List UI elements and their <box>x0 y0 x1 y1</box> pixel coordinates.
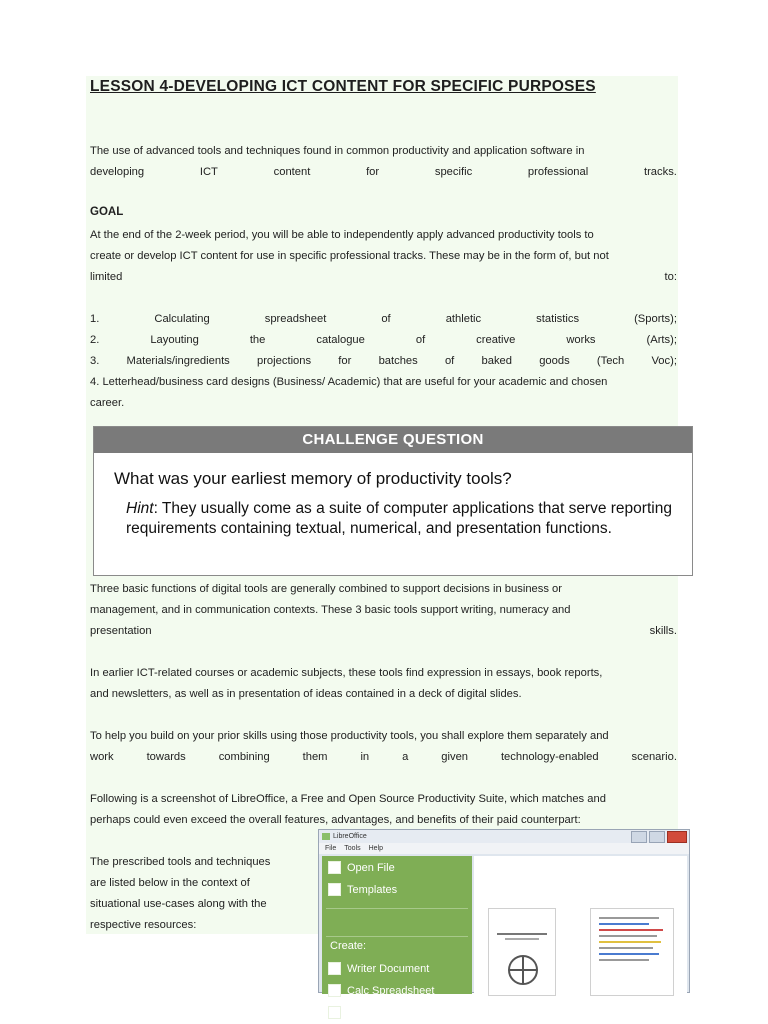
word: them <box>302 751 328 763</box>
lo-sidebar <box>322 856 472 1019</box>
purpose-list <box>90 309 677 414</box>
word: towards <box>146 751 186 763</box>
para5-line-3: situational use-cases along with the <box>90 898 267 910</box>
word: spreadsheet <box>264 313 327 325</box>
thumb-line <box>599 923 649 925</box>
word: to: <box>664 271 677 283</box>
list-item-3 <box>90 351 677 372</box>
word: 2. <box>90 334 100 346</box>
word: (Arts); <box>646 334 677 346</box>
para5-line-4: respective resources: <box>90 919 197 931</box>
wheel-icon <box>508 955 538 985</box>
word: of <box>381 313 391 325</box>
word: Calculating <box>154 313 210 325</box>
thumb-line <box>599 947 653 949</box>
goal-paragraph <box>90 225 677 288</box>
lo-window-controls <box>631 831 687 843</box>
word: scenario. <box>631 751 677 763</box>
calc-label: Calc Spreadsheet <box>347 984 435 997</box>
word: the <box>249 334 266 346</box>
thumb-line <box>599 935 657 937</box>
word: 1. <box>90 313 100 325</box>
word: goods <box>539 355 570 367</box>
word: skills. <box>649 625 677 637</box>
functions-paragraph <box>90 579 677 642</box>
open-file-button[interactable] <box>328 861 395 874</box>
template-icon <box>328 883 341 896</box>
word: for <box>366 166 380 178</box>
libreoffice-screenshot <box>318 829 690 1019</box>
challenge-hint <box>126 499 686 539</box>
word: technology-enabled <box>500 751 599 763</box>
list-item-2 <box>90 330 677 351</box>
menu-tools[interactable]: Tools <box>344 845 361 852</box>
menu-help[interactable]: Help <box>368 845 384 852</box>
thumb-title-line <box>497 933 547 935</box>
para2-line-2: and newsletters, as well as in presentation of ideas contained in a deck of digital slides. <box>90 688 522 700</box>
menu-file[interactable]: File <box>325 845 337 852</box>
goal-line-3 <box>90 267 677 288</box>
lo-window-title: LibreOffice <box>333 833 367 840</box>
thumb-subtitle-line <box>505 938 539 940</box>
word: given <box>441 751 469 763</box>
word: Voc); <box>651 355 677 367</box>
word: projections <box>256 355 312 367</box>
intro-line-2 <box>90 162 677 183</box>
para3-line-2 <box>90 747 677 768</box>
build-skills-paragraph <box>90 726 677 768</box>
para1-line-2: management, and in communication contexts. These 3 basic tools support writing, numeracy and <box>90 604 571 616</box>
word: work <box>90 751 114 763</box>
word: tracks. <box>643 166 677 178</box>
impress-label: Impress Presentation <box>347 1006 451 1019</box>
word: presentation <box>90 625 152 637</box>
templates-button[interactable] <box>328 883 397 896</box>
goal-line-2: create or develop ICT content for use in specific professional tracks. These may be in the form of, but not <box>90 250 609 262</box>
goal-heading: GOAL <box>90 206 124 218</box>
open-file-label: Open File <box>347 861 395 874</box>
word: (Sports); <box>634 313 677 325</box>
word: statistics <box>536 313 580 325</box>
prescribed-tools-paragraph <box>90 852 302 936</box>
calc-icon <box>328 984 341 997</box>
close-icon[interactable] <box>667 831 687 843</box>
hint-text: : They usually come as a suite of computer applications that serve reporting requirements containing textual, numerical, and presentation functions. <box>126 500 672 537</box>
word: ICT <box>199 166 218 178</box>
word: developing <box>90 166 145 178</box>
word: Layouting <box>150 334 199 346</box>
word: in <box>360 751 370 763</box>
word: combining <box>218 751 270 763</box>
intro-paragraph <box>90 141 677 183</box>
para3-line-1: To help you build on your prior skills using those productivity tools, you shall explore them separately and <box>90 730 609 742</box>
challenge-box <box>93 426 693 576</box>
earlier-courses-paragraph <box>90 663 677 705</box>
word: limited <box>90 271 123 283</box>
para4-line-1: Following is a screenshot of LibreOffice, a Free and Open Source Productivity Suite, which matches and <box>90 793 606 805</box>
word: catalogue <box>316 334 365 346</box>
challenge-question: What was your earliest memory of productivity tools? <box>114 469 512 488</box>
word: of <box>415 334 426 346</box>
word: of <box>444 355 455 367</box>
para5-line-1: The prescribed tools and techniques <box>90 856 271 868</box>
challenge-header: CHALLENGE QUESTION <box>94 427 692 453</box>
writer-icon <box>328 962 341 975</box>
para5-line-2: are listed below in the context of <box>90 877 250 889</box>
sidebar-divider <box>326 936 468 937</box>
hint-label: Hint <box>126 500 154 517</box>
word: creative <box>476 334 516 346</box>
word: Materials/ingredients <box>126 355 230 367</box>
lo-menu-bar <box>319 843 689 854</box>
libreoffice-icon <box>322 833 330 840</box>
word: baked <box>481 355 512 367</box>
libreoffice-paragraph <box>90 789 677 831</box>
writer-document-button[interactable] <box>328 962 429 975</box>
list-item-4: 4. Letterhead/business card designs (Business/ Academic) that are useful for your academic and chosen <box>90 376 608 388</box>
recent-document-thumbnail[interactable] <box>590 908 674 996</box>
minimize-icon[interactable] <box>631 831 647 843</box>
maximize-icon[interactable] <box>649 831 665 843</box>
list-item-1 <box>90 309 677 330</box>
para2-line-1: In earlier ICT-related courses or academic subjects, these tools find expression in essays, book reports, <box>90 667 603 679</box>
word: professional <box>527 166 589 178</box>
lesson-title: LESSON 4-DEVELOPING ICT CONTENT FOR SPECIFIC PURPOSES <box>90 78 596 95</box>
thumb-line <box>599 929 663 931</box>
intro-line-1: The use of advanced tools and techniques found in common productivity and application software in <box>90 145 585 157</box>
lo-recent-documents <box>474 856 687 994</box>
para1-line-1: Three basic functions of digital tools are generally combined to support decisions in business or <box>90 583 562 595</box>
impress-icon <box>328 1006 341 1019</box>
list-item-4-cont: career. <box>90 397 125 409</box>
recent-document-thumbnail[interactable] <box>488 908 556 996</box>
word: works <box>566 334 596 346</box>
para4-line-2: perhaps could even exceed the overall features, advantages, and benefits of their paid counterpart: <box>90 814 581 826</box>
writer-label: Writer Document <box>347 962 430 975</box>
sidebar-divider <box>326 908 468 909</box>
create-heading: Create: <box>330 940 367 952</box>
thumb-line <box>599 917 659 919</box>
para1-line-3 <box>90 621 677 642</box>
thumb-line <box>599 941 661 943</box>
word: 3. <box>90 355 100 367</box>
calc-spreadsheet-button[interactable] <box>328 984 434 997</box>
lo-title-bar <box>319 830 689 843</box>
templates-label: Templates <box>347 883 398 896</box>
word: a <box>402 751 409 763</box>
word: (Tech <box>596 355 625 367</box>
word: specific <box>434 166 473 178</box>
word: content <box>273 166 311 178</box>
folder-icon <box>328 861 341 874</box>
word: batches <box>378 355 418 367</box>
impress-presentation-button[interactable] <box>328 1006 451 1019</box>
word: athletic <box>445 313 482 325</box>
word: for <box>338 355 352 367</box>
thumb-line <box>599 959 649 961</box>
thumb-line <box>599 953 659 955</box>
goal-line-1: At the end of the 2-week period, you will be able to independently apply advanced productivity tools to <box>90 229 594 241</box>
